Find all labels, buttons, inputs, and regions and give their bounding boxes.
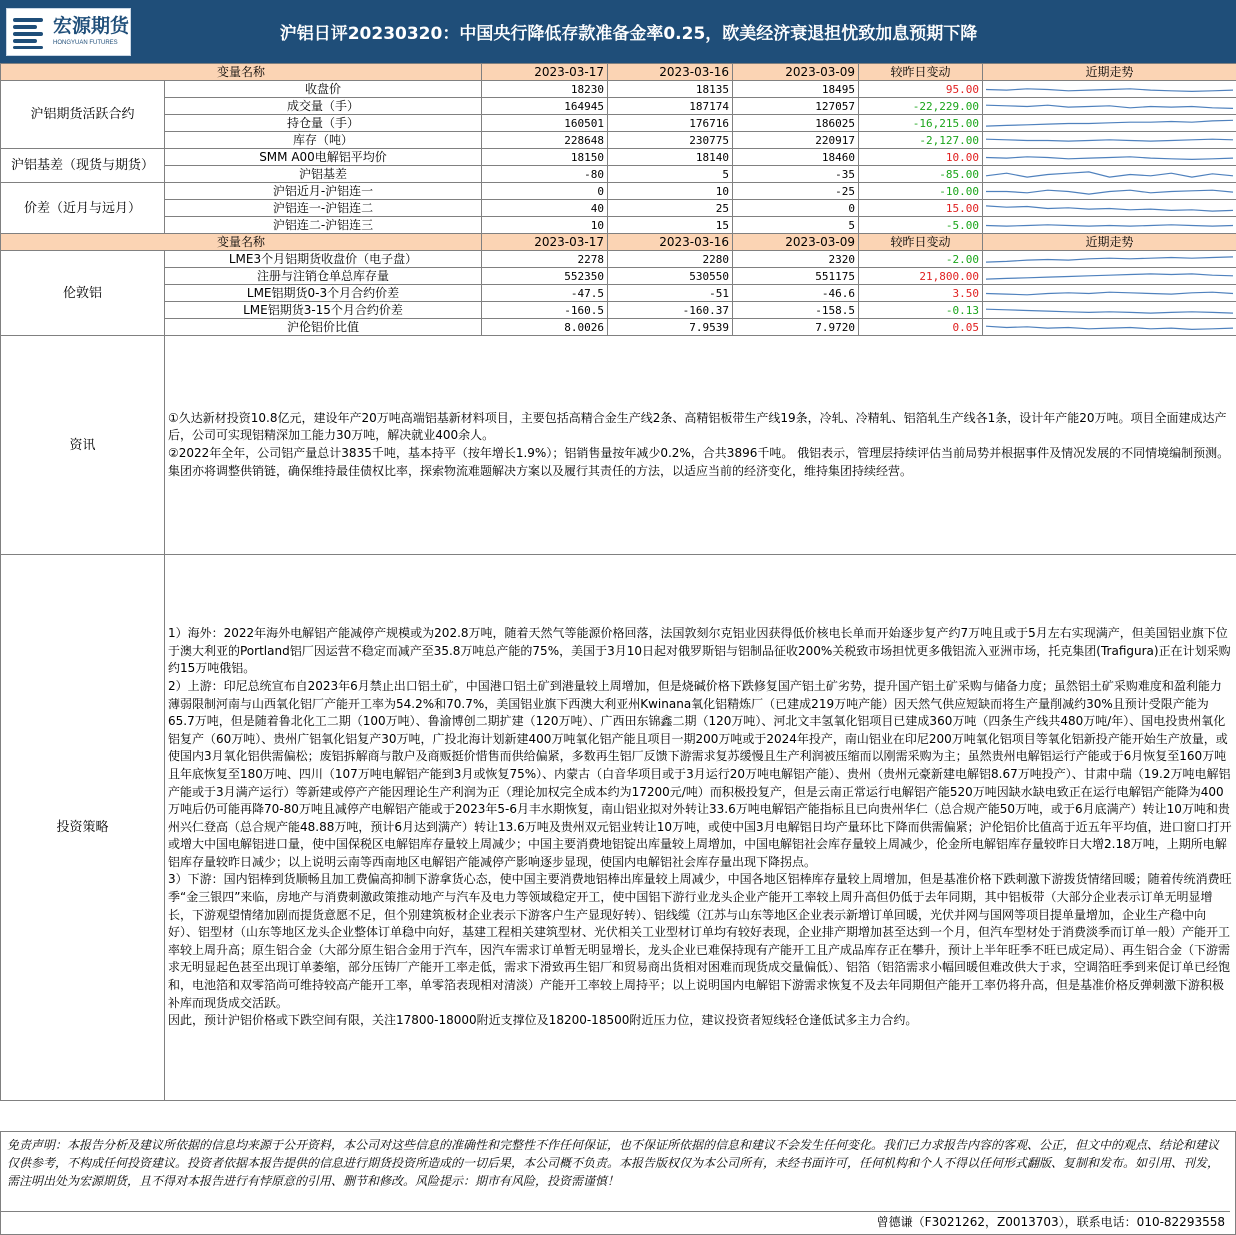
row-label: 库存（吨）	[165, 132, 482, 149]
trend-sparkline	[983, 98, 1236, 115]
row-label: 收盘价	[165, 81, 482, 98]
trend-sparkline	[983, 115, 1236, 132]
table-row	[1, 268, 1236, 285]
table-row	[1, 302, 1236, 319]
table-row	[1, 166, 1236, 183]
row-change: -85.00	[859, 166, 983, 183]
disclaimer-box	[0, 1131, 1236, 1235]
row-change: 21,800.00	[859, 268, 983, 285]
row-value-d3: 127057	[733, 98, 859, 115]
trend-sparkline	[983, 149, 1236, 166]
row-value-d1: -47.5	[482, 285, 608, 302]
sparkline-path	[986, 190, 1233, 194]
news-row	[1, 336, 1236, 555]
row-value-d2: 187174	[608, 98, 733, 115]
sparkline-path	[986, 224, 1233, 225]
row-label: LME铝期货0-3个月合约价差	[165, 285, 482, 302]
row-value-d2: 7.9539	[608, 319, 733, 336]
row-value-d3: 551175	[733, 268, 859, 285]
row-change: -5.00	[859, 217, 983, 234]
trend-sparkline	[983, 217, 1236, 234]
row-change: -2,127.00	[859, 132, 983, 149]
row-label: 沪铝基差	[165, 166, 482, 183]
group-label: 价差（近月与远月）	[1, 183, 165, 234]
row-value-d2: 18135	[608, 81, 733, 98]
report-header	[0, 0, 1236, 63]
trend-sparkline	[983, 81, 1236, 98]
table-row	[1, 251, 1236, 268]
table-row	[1, 81, 1236, 98]
strategy-paragraph: 因此，预计沪铝价格或下跌空间有限，关注17800-18000附近支撑位及18200-18500附近压力位，建议投资者短线轻仓逢低试多主力合约。	[168, 1013, 918, 1028]
row-value-d2: 18140	[608, 149, 733, 166]
col-header-name: 变量名称	[1, 64, 482, 81]
row-change: 3.50	[859, 285, 983, 302]
group-label: 伦敦铝	[1, 251, 165, 336]
row-label: 沪铝连一-沪铝连二	[165, 200, 482, 217]
sparkline-path	[986, 105, 1233, 108]
row-change: -0.13	[859, 302, 983, 319]
row-value-d3: -46.6	[733, 285, 859, 302]
page-title: 沪铝日评20230320：中国央行降低存款准备金率0.25，欧美经济衰退担忧致加息预期下降	[279, 24, 978, 44]
row-value-d1: 40	[482, 200, 608, 217]
row-value-d2: -160.37	[608, 302, 733, 319]
row-label: LME铝期货3-15个月合约价差	[165, 302, 482, 319]
analyst-contact: 曾德谦（F3021262，Z0013703），联系电话：010-82293558	[1, 1211, 1230, 1232]
row-value-d1: -160.5	[482, 302, 608, 319]
col-header-change: 较昨日变动	[859, 234, 983, 251]
row-value-d3: 220917	[733, 132, 859, 149]
strategy-paragraph: 2）上游：印尼总统宣布自2023年6月禁止出口铝土矿，中国港口铝土矿到港量较上周增加，但是烧碱价格下跌修复国产铝土矿劣势，提升国产铝土矿采购与储备力度；虽然铝土矿采购难度和盈利能力薄弱限制河南与山西氧化铝厂产能开工率为54.2%和70.7%，美国铝业旗下西澳大利亚州Kwinana氧化铝精炼厂（已建成219万吨产能）因天然气供应短缺而将生产量削减约30%且预计受限产能为65.7万吨，但是随着鲁北化工二期（100万吨）、鲁渝博创二期扩建（120万吨）、广西田东锦鑫二期（120万吨）、河北文丰氢氧化铝项目已建成360万吨（四条生产线共480万吨/年）、国电投贵州氧化铝复产（60万吨）、贵州广铝氧化铝复产30万吨，广投北海计划新建400万吨氧化铝产能且项目一期200万吨或于2024年投产，南山铝业在印尼200万吨氧化铝项目等氧化铝新投产能开始生产放量，或使国内3月氧化铝供需偏松；废铝拆解商与散户及商贩挺价惜售而供给偏紧，多数再生铝厂反馈下游需求复苏缓慢且生产利润被压缩而以刚需采购为主；虽然贵州电解铝运行产能或于6月恢复至160万吨且年底恢复至180万吨、四川（107万吨电解铝产能到3月或恢复75%）、内蒙古（白音华项目或于3月运行20万吨电解铝产能）、贵州（贵州元豪新建电解铝8.67万吨投产）、甘肃中瑞（19.2万吨电解铝产能或于3月满产运行）等新建或停产产能因理论生产利润为正（理论加权完全成本约为17200元/吨）而积极投复产，但是云南正常运行电解铝产能520万吨因缺水缺电致正在运行电解铝产能降为400万吨后仍可能再降70-80万吨且减停产电解铝产能或于2023年5-6月丰水期恢复，南山铝业拟对外转让33.6万吨电解铝产能指标且已向贵州华仁（总合规产能50万吨，或于6月底满产）转让10万吨和贵州兴仁登高（总合规产能48.88万吨，预计6月达到满产）转让13.6万吨及贵州双元铝业转让10万吨，或使中国3月电解铝日均产量环比下降而供需偏紧；沪伦铝价比值高于近五年平均值，进口窗口打开或增大中国电解铝进口量，使中国保税区电解铝库存量较上周减少；中国主要消费地铝锭出库量较上周增加，中国电解铝社会库存量较上周减少，伦金所电解铝库存量较昨日大增2.18万吨，上期所电解铝库存量较昨日减少；以上说明云南等西南地区电解铝产能减停产影响逐步显现，使国内电解铝社会库存量出现下降拐点。	[168, 678, 1232, 869]
sparkline-path	[986, 205, 1233, 210]
row-change: 10.00	[859, 149, 983, 166]
trend-sparkline	[983, 319, 1236, 336]
col-header-date1: 2023-03-17	[482, 64, 608, 81]
col-header-trend: 近期走势	[983, 64, 1236, 81]
row-value-d2: 2280	[608, 251, 733, 268]
row-label: LME3个月铝期货收盘价（电子盘）	[165, 251, 482, 268]
col-header-date2: 2023-03-16	[608, 64, 733, 81]
row-change: -22,229.00	[859, 98, 983, 115]
group-label: 沪铝期货活跃合约	[1, 81, 165, 149]
row-value-d3: 0	[733, 200, 859, 217]
row-value-d1: 552350	[482, 268, 608, 285]
row-label: 沪铝近月-沪铝连一	[165, 183, 482, 200]
row-label: SMM A00电解铝平均价	[165, 149, 482, 166]
row-value-d1: 8.0026	[482, 319, 608, 336]
col-header-date1: 2023-03-17	[482, 234, 608, 251]
table-row	[1, 217, 1236, 234]
sparkline-path	[986, 309, 1233, 313]
trend-sparkline	[983, 166, 1236, 183]
strategy-paragraph: 1）海外：2022年海外电解铝产能减停产规模或为202.8万吨，随着天然气等能源价格回落，法国敦刻尔克铝业因获得低价核电长单而开始逐步复产约7万吨且或于5月左右实现满产，但美国铝业旗下位于澳大利亚的Portland铝厂因运营不稳定而减产至35.8万吨总产能的75%，美国于3月10日起对俄罗斯铝与铝制品征收200%关税致市场担忧更多俄铝流入亚洲市场，托克集团(Trafigura)正在计划采购约15万吨俄铝。	[168, 626, 1231, 676]
column-header-row	[1, 234, 1236, 251]
row-value-d1: -80	[482, 166, 608, 183]
row-value-d2: 15	[608, 217, 733, 234]
col-header-date3: 2023-03-09	[733, 64, 859, 81]
sparkline-path	[986, 292, 1233, 295]
trend-sparkline	[983, 251, 1236, 268]
row-value-d2: 10	[608, 183, 733, 200]
logo-en-text: HONGYUAN FUTURES	[53, 40, 118, 46]
table-row	[1, 98, 1236, 115]
row-value-d3: 2320	[733, 251, 859, 268]
row-change: -16,215.00	[859, 115, 983, 132]
sparkline-path	[986, 120, 1233, 126]
company-logo	[6, 8, 131, 56]
row-value-d3: -25	[733, 183, 859, 200]
row-value-d1: 160501	[482, 115, 608, 132]
row-value-d1: 0	[482, 183, 608, 200]
row-value-d3: 18460	[733, 149, 859, 166]
row-value-d1: 18230	[482, 81, 608, 98]
row-value-d1: 18150	[482, 149, 608, 166]
row-value-d1: 2278	[482, 251, 608, 268]
row-change: -2.00	[859, 251, 983, 268]
table-row	[1, 285, 1236, 302]
strategy-content	[165, 555, 1236, 1101]
row-label: 持仓量（手）	[165, 115, 482, 132]
trend-sparkline	[983, 183, 1236, 200]
column-header-row	[1, 64, 1236, 81]
row-label: 成交量（手）	[165, 98, 482, 115]
data-table	[0, 63, 1236, 1101]
col-header-change: 较昨日变动	[859, 64, 983, 81]
group-label: 投资策略	[1, 555, 165, 1101]
trend-sparkline	[983, 200, 1236, 217]
news-paragraph: ①久达新材投资10.8亿元，建设年产20万吨高端铝基新材料项目，主要包括高精合金生产线2条、高精铝板带生产线19条，冷轧、冷精轧、铝箔轧生产线各1条，设计年产能20万吨。项目全面建成达产后，公司可实现铝精深加工能力30万吨，解决就业400余人。	[168, 410, 1227, 443]
news-paragraph: ②2022年全年，公司铝产量总计3835千吨，基本持平（按年增长1.9%）；铝销售量按年减少0.2%，合共3896千吨。 俄铝表示，管理层持续评估当前局势并根据事件及情况发展的不同情境编制预测。集团亦将调整供销链，确保维持最佳债权比率，探索物流难题解决方案以及履行其责任的方法，以适应当前的经济变化，维持集团持续经营。	[168, 446, 1230, 478]
col-header-trend: 近期走势	[983, 234, 1236, 251]
group-label: 资讯	[1, 336, 165, 555]
row-change: 95.00	[859, 81, 983, 98]
row-value-d3: 7.9720	[733, 319, 859, 336]
logo-mark-icon	[13, 15, 47, 49]
row-value-d2: -51	[608, 285, 733, 302]
row-value-d3: 186025	[733, 115, 859, 132]
col-header-date2: 2023-03-16	[608, 234, 733, 251]
logo-cn-text: 宏源期货	[53, 15, 130, 37]
row-value-d2: 176716	[608, 115, 733, 132]
sparkline-path	[986, 171, 1233, 176]
table-row	[1, 200, 1236, 217]
group-label: 沪铝基差（现货与期货）	[1, 149, 165, 183]
row-value-d1: 164945	[482, 98, 608, 115]
row-value-d1: 10	[482, 217, 608, 234]
strategy-paragraph: 3）下游：国内铝棒到货顺畅且加工费偏高抑制下游拿货心态，使中国主要消费地铝棒出库量较上周减少，中国各地区铝棒库存量较上周增加，但是基准价格下跌刺激下游拨货情绪回暖；随着传统消费旺季“金三银四”来临，房地产与消费刺激政策推动地产与汽车及电力等领域稳定开工，使中国铝下游行业龙头企业产能开工率较上周升高但仍低于去年同期，其中铝板带（大部分企业表示订单无明显增长，下游观望情绪加剧而提货意愿不足，但个别建筑板材企业表示下游客户生产显现好转）、铝线缆（江苏与山东等地区企业表示新增订单回暖，光伏并网与国网等项目提单量增加，企业生产稳中向好）、铝型材（山东等地区龙头企业整体订单稳中向好，基建工程相关建筑型材、光伏相关工业型材订单均有较好表现，企业排产期增加甚至达到一个月，但汽车型材处于消费淡季而订单一般）产能开工率较上周升高；原生铝合金（大部分原生铝合金用于汽车，因汽车需求订单暂无明显增长，龙头企业已难保持现有产能开工且产成品库存正在攀升，预计上半年旺季不旺已成定局）、再生铝合金（下游需求无明显起色甚至出现订单萎缩，部分压铸厂产能开工率走低，需求下滑致再生铝厂和贸易商出货相对困难而现货成交量偏低）、铝箔（铝箔需求小幅回暖但难改供大于求，空调箔旺季到来促订单已经饱和，电池箔和双零箔尚可维持较高产能开工率，单零箔表现相对清淡）产能开工率较上周持平；以上说明国内电解铝下游需求恢复不及去年同期但产能开工率仍将升高，但是基准价格反弹刺激下游积极补库而现货成交活跃。	[168, 872, 1232, 1010]
row-change: 0.05	[859, 319, 983, 336]
row-value-d2: 5	[608, 166, 733, 183]
row-label: 沪铝连二-沪铝连三	[165, 217, 482, 234]
sparkline-path	[986, 88, 1233, 91]
col-header-name: 变量名称	[1, 234, 482, 251]
row-change: 15.00	[859, 200, 983, 217]
row-change: -10.00	[859, 183, 983, 200]
table-row	[1, 183, 1236, 200]
table-row	[1, 132, 1236, 149]
table-row	[1, 319, 1236, 336]
sparkline-path	[986, 139, 1233, 141]
strategy-row	[1, 555, 1236, 1101]
sparkline-path	[986, 273, 1233, 278]
row-value-d2: 530550	[608, 268, 733, 285]
row-value-d3: 18495	[733, 81, 859, 98]
table-row	[1, 149, 1236, 166]
row-label: 注册与注销仓单总库存量	[165, 268, 482, 285]
disclaimer-text: 免责声明：本报告分析及建议所依据的信息均来源于公开资料，本公司对这些信息的准确性和完整性不作任何保证，也不保证所依据的信息和建议不会发生任何变化。我们已力求报告内容的客观、公正，但文中的观点、结论和建议仅供参考，不构成任何投资建议。投资者依据本报告提供的信息进行期货投资所造成的一切后果，本公司概不负责。本报告版权仅为本公司所有，未经书面许可，任何机构和个人不得以任何形式翻版、复制和发布。如引用、刊发，需注明出处为宏源期货，且不得对本报告进行有悖原意的引用、删节和修改。风险提示：期市有风险，投资需谨慎！	[7, 1138, 1220, 1188]
row-value-d2: 25	[608, 200, 733, 217]
row-value-d3: 5	[733, 217, 859, 234]
row-value-d2: 230775	[608, 132, 733, 149]
row-value-d3: -158.5	[733, 302, 859, 319]
col-header-date3: 2023-03-09	[733, 234, 859, 251]
trend-sparkline	[983, 132, 1236, 149]
trend-sparkline	[983, 302, 1236, 319]
trend-sparkline	[983, 285, 1236, 302]
row-label: 沪伦铝价比值	[165, 319, 482, 336]
sparkline-path	[986, 326, 1233, 329]
sparkline-path	[986, 256, 1233, 261]
trend-sparkline	[983, 268, 1236, 285]
row-value-d1: 228648	[482, 132, 608, 149]
sparkline-path	[986, 156, 1233, 159]
row-value-d3: -35	[733, 166, 859, 183]
news-content	[165, 336, 1236, 555]
table-row	[1, 115, 1236, 132]
